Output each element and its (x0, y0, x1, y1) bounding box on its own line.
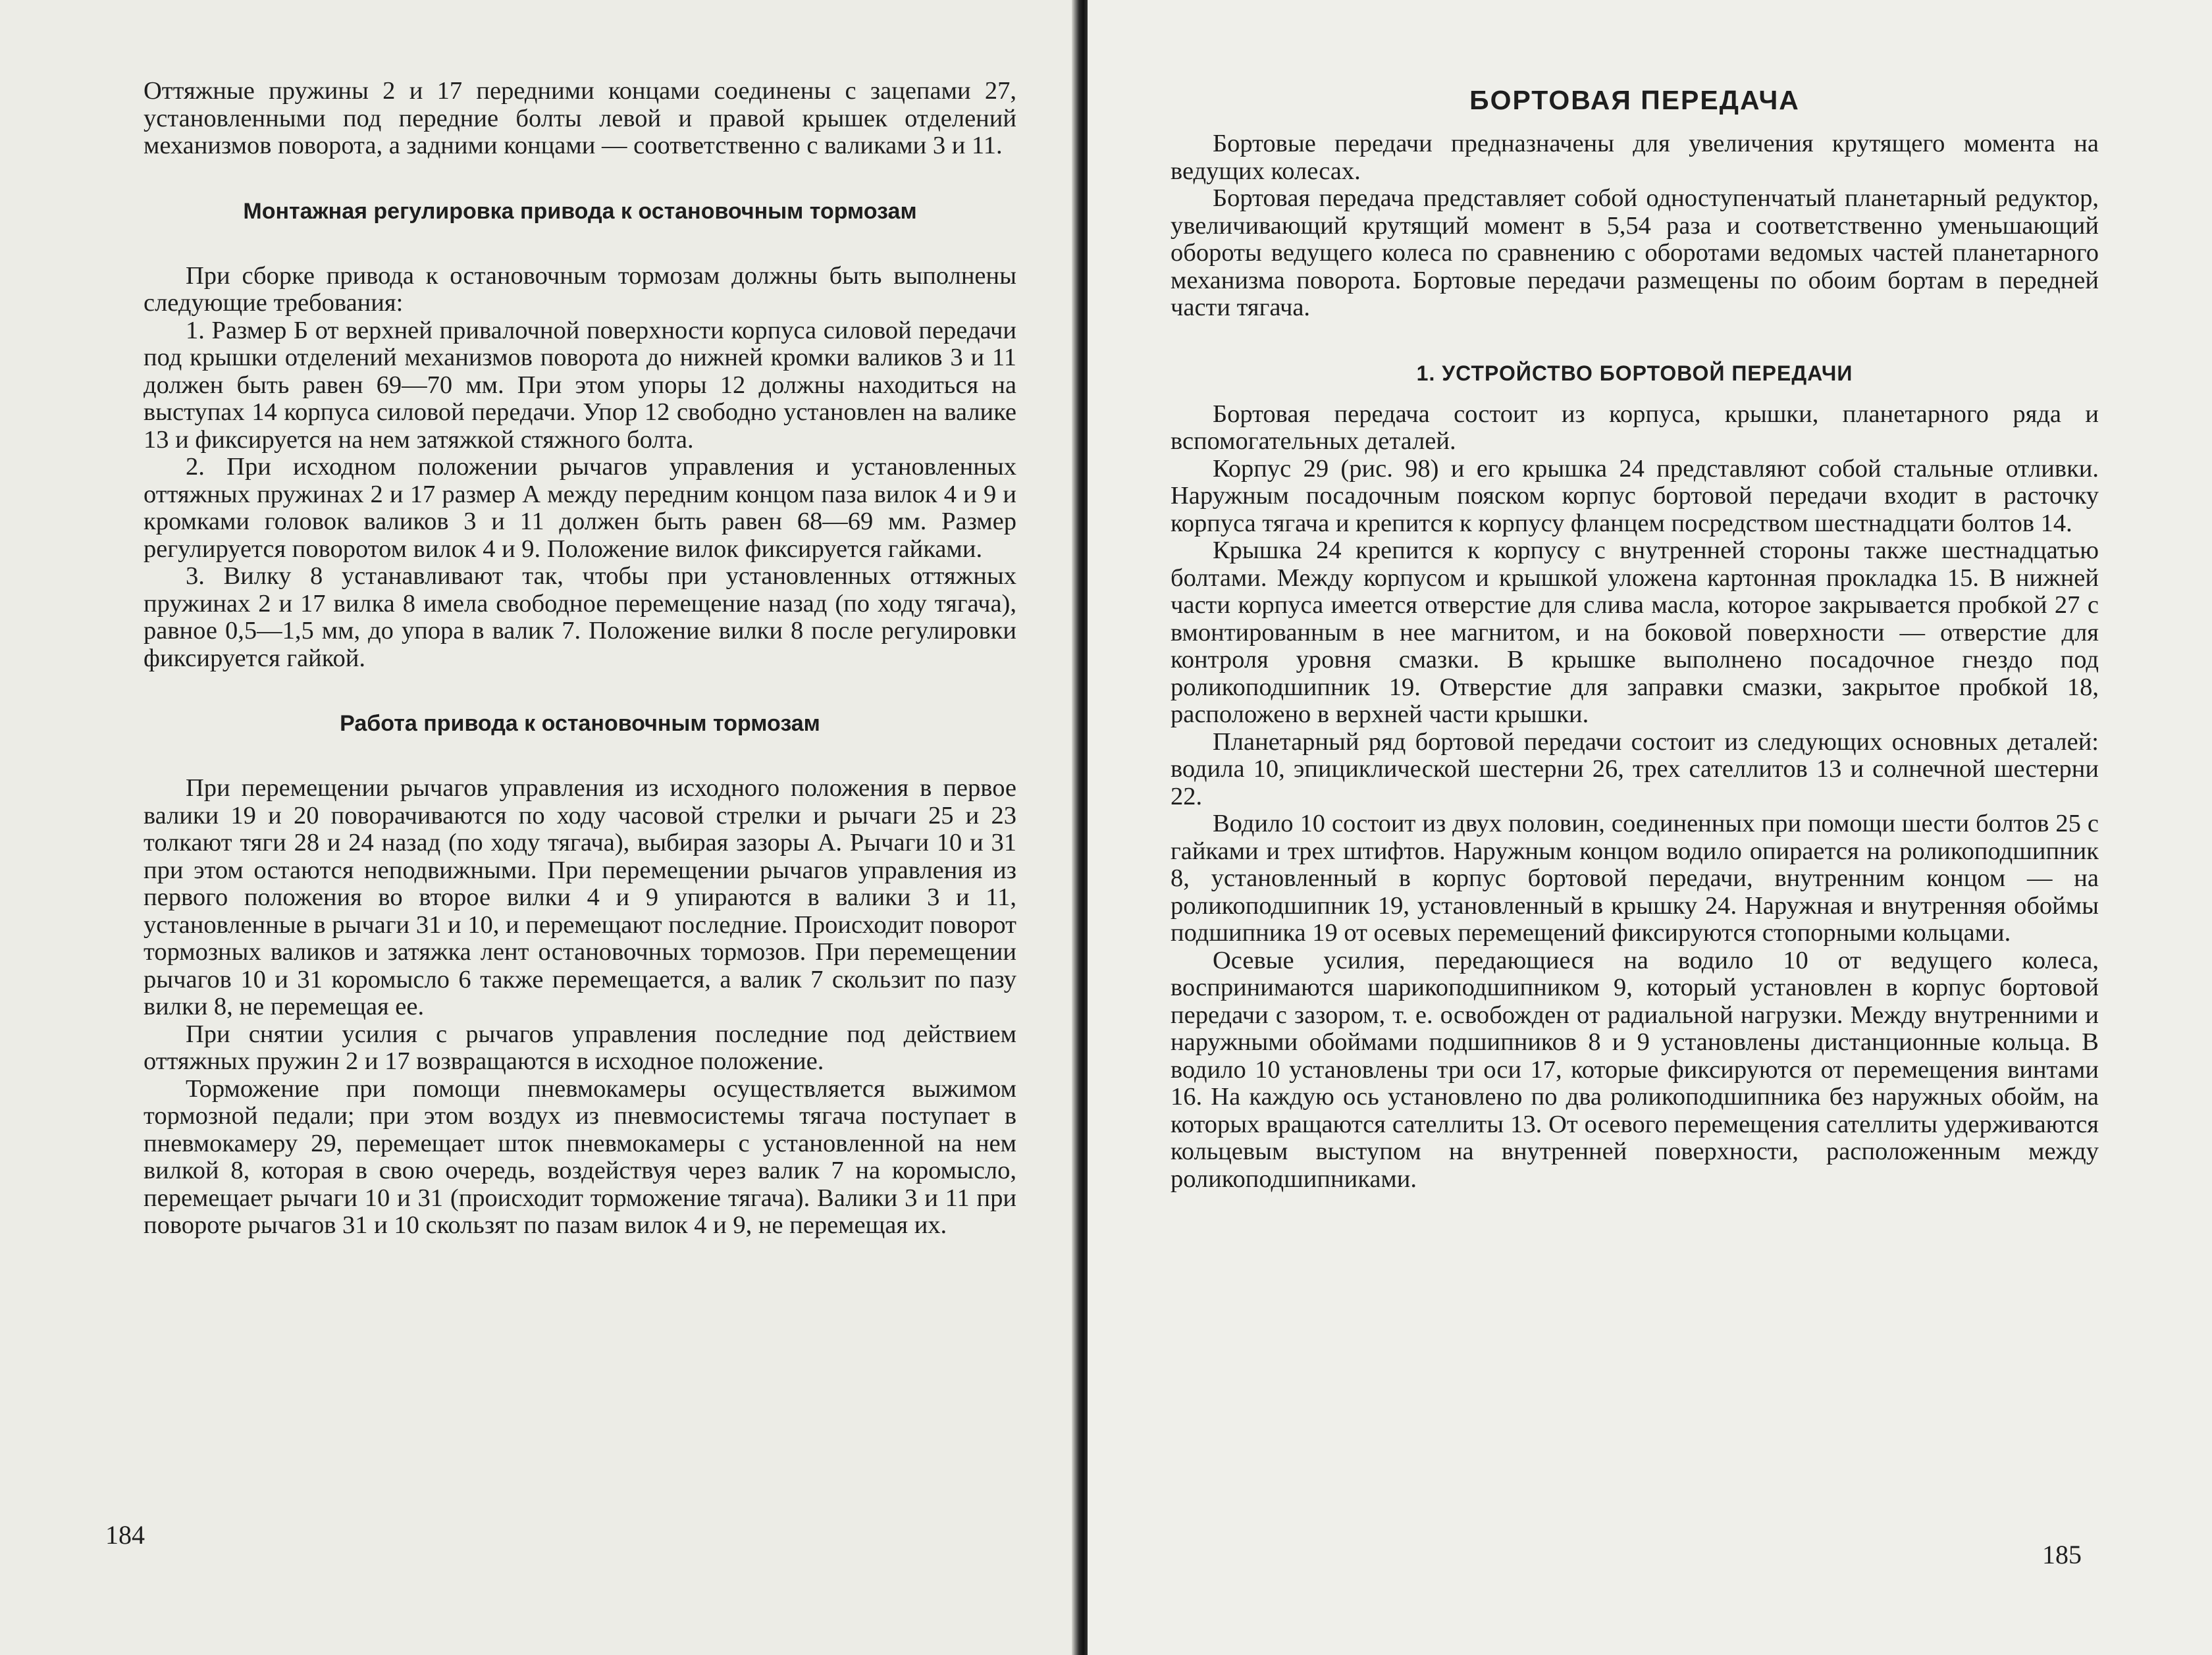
left-paragraph: При снятии усилия с рычагов управления последние под действием оттяжных пружин 2 и 17 возвращаются в исходное положение. (144, 1020, 1016, 1075)
right-paragraph: Бортовая передача состоит из корпуса, крышки, планетарного ряда и вспомогательных деталей. (1171, 400, 2099, 455)
left-paragraph: Торможение при помощи пневмокамеры осуществляется выжимом тормозной педали; при этом воздух из пневмосистемы тягача поступает в пневмокамеру 29, перемещает шток пневмокамеры с установленной на нем вилкой 8, которая в свою очередь, воздействуя через валик 7 на коромысло, перемещает рычаги 10 и 31 (происходит торможение тягача). Валики 3 и 11 при повороте рычагов 31 и 10 скользят по пазам вилок 4 и 9, не перемещая их. (144, 1074, 1016, 1239)
page-number-left: 184 (105, 1520, 145, 1550)
right-paragraph: Крышка 24 крепится к корпусу с внутренней стороны также шестнадцатью болтами. Между корпусом и крышкой уложена картонная прокладка 15. В нижней части корпуса имеется отверстие для слива масла, которое закрывается пробкой 27 с вмонтированным в нее магнитом, и на боковой поверхности — отверстие для контроля уровня смазки. В крышке выполнено посадочное гнездо под роликоподшипник 19. Отверстие для заправки смазки, закрытое пробкой 18, расположено в верхней части крышки. (1171, 537, 2099, 728)
left-paragraph: 3. Вилку 8 устанавливают так, чтобы при установленных оттяжных пружинах 2 и 17 вилка 8 имела свободное перемещение назад (по ходу тягача), равное 0,5—1,5 мм, до упора в валик 7. Положение вилки 8 после регулировки фиксируется гайкой. (144, 562, 1016, 672)
right-page (1088, 0, 2212, 1655)
left-paragraph: При сборке привода к остановочным тормозам должны быть выполнены следующие требования: (144, 261, 1016, 317)
right-paragraph: Бортовые передачи предназначены для увеличения крутящего момента на ведущих колесах. (1171, 130, 2099, 185)
chapter-title: БОРТОВАЯ ПЕРЕДАЧА (1469, 85, 1800, 115)
section-heading-brake-drive-operation: Работа привода к остановочным тормозам (340, 711, 820, 736)
left-page-text-column (144, 78, 1016, 1240)
right-paragraph: Осевые усилия, передающиеся на водило 10 от ведущего колеса, воспринимаются шарикоподшипником 9, который установлен в корпус бортовой передачи с зазором, т. е. освобожден от радиальной нагрузки. Между внутренними и наружными обоймами подшипников 8 и 9 установлены дистанционные кольца. В водило 10 установлены три оси 17, которые фиксируются от перемещения винтами 16. На каждую ось установлено по два роликоподшипника без наружных обойм, на которых вращаются сателлиты 13. От осевого перемещения сателлиты удерживаются кольцевым выступом на внутренней поверхности, расположенным между роликоподшипниками. (1171, 946, 2099, 1193)
right-paragraph: Водило 10 состоит из двух половин, соединенных при помощи шести болтов 25 с гайками и трех штифтов. Наружным концом водило опирается на роликоподшипник 8, установленный в корпус бортовой передачи, внутренним концом — на роликоподшипник 19, установленный в крышку 24. Наружная и внутренняя обоймы подшипника 19 от осевых перемещений фиксируются стопорными кольцами. (1171, 810, 2099, 947)
left-page (0, 0, 1077, 1655)
page-number-right: 185 (2042, 1540, 2082, 1569)
left-paragraph: 1. Размер Б от верхней привалочной поверхности корпуса силовой передачи под крышки отделений механизмов поворота до нижней кромки валиков 3 и 11 должен быть равен 69—70 мм. При этом упоры 12 должны находиться на выступах 14 корпуса силовой передачи. Упор 12 свободно установлен на валике 13 и фиксируется на нем затяжкой стяжного болта. (144, 316, 1016, 454)
right-paragraph: Корпус 29 (рис. 98) и его крышка 24 представляют собой стальные отливки. Наружным посадочным пояском корпус бортовой передачи входит в расточку корпуса тягача и крепится к корпусу фланцем посредством шестнадцати болтов 14. (1171, 454, 2099, 537)
right-paragraph: Бортовая передача представляет собой одноступенчатый планетарный редуктор, увеличивающий крутящий момент в 5,54 раза и соответственно уменьшающий обороты ведущего колеса по сравнению с оборотами ведомых частей планетарного механизма поворота. Бортовые передачи размещены по обоим бортам в передней части тягача. (1171, 184, 2099, 321)
left-intro-paragraph: Оттяжные пружины 2 и 17 передними концами соединены с зацепами 27, установленными под передние болты левой и правой крышек отделений механизмов поворота, а задними концами — соответственно с валиками 3 и 11. (144, 77, 1016, 159)
left-paragraph: При перемещении рычагов управления из исходного положения в первое валики 19 и 20 поворачиваются по ходу часовой стрелки и рычаги 25 и 23 толкают тяги 28 и 24 назад (по ходу тягача), выбирая зазоры А. Рычаги 10 и 31 при этом остаются неподвижными. При перемещении рычагов управления из первого положения во второе вилки 4 и 9 упираются в валики 3 и 11, установленные в рычаги 31 и 10, и перемещают последние. Происходит поворот тормозных валиков и затяжка лент остановочных тормозов. При перемещении рычагов 10 и 31 коромысло 6 также перемещается, а валик 7 скользит по пазу вилки 8, не перемещая ее. (144, 774, 1016, 1020)
section-heading-mounting-adjustment: Монтажная регулировка привода к остановочным тормозам (243, 198, 917, 224)
right-page-text-column (1171, 84, 2099, 1193)
section-heading-device: 1. УСТРОЙСТВО БОРТОВОЙ ПЕРЕДАЧИ (1416, 361, 1853, 385)
left-paragraph: 2. При исходном положении рычагов управления и установленных оттяжных пружинах 2 и 17 размер А между передним концом паза вилок 4 и 9 и кромками головок валиков 3 и 11 должен быть равен 68—69 мм. Размер регулируется поворотом вилок 4 и 9. Положение вилок фиксируется гайками. (144, 453, 1016, 563)
right-paragraph: Планетарный ряд бортовой передачи состоит из следующих основных деталей: водила 10, эпициклической шестерни 26, трех сателлитов 13 и солнечной шестерни 22. (1171, 727, 2099, 810)
